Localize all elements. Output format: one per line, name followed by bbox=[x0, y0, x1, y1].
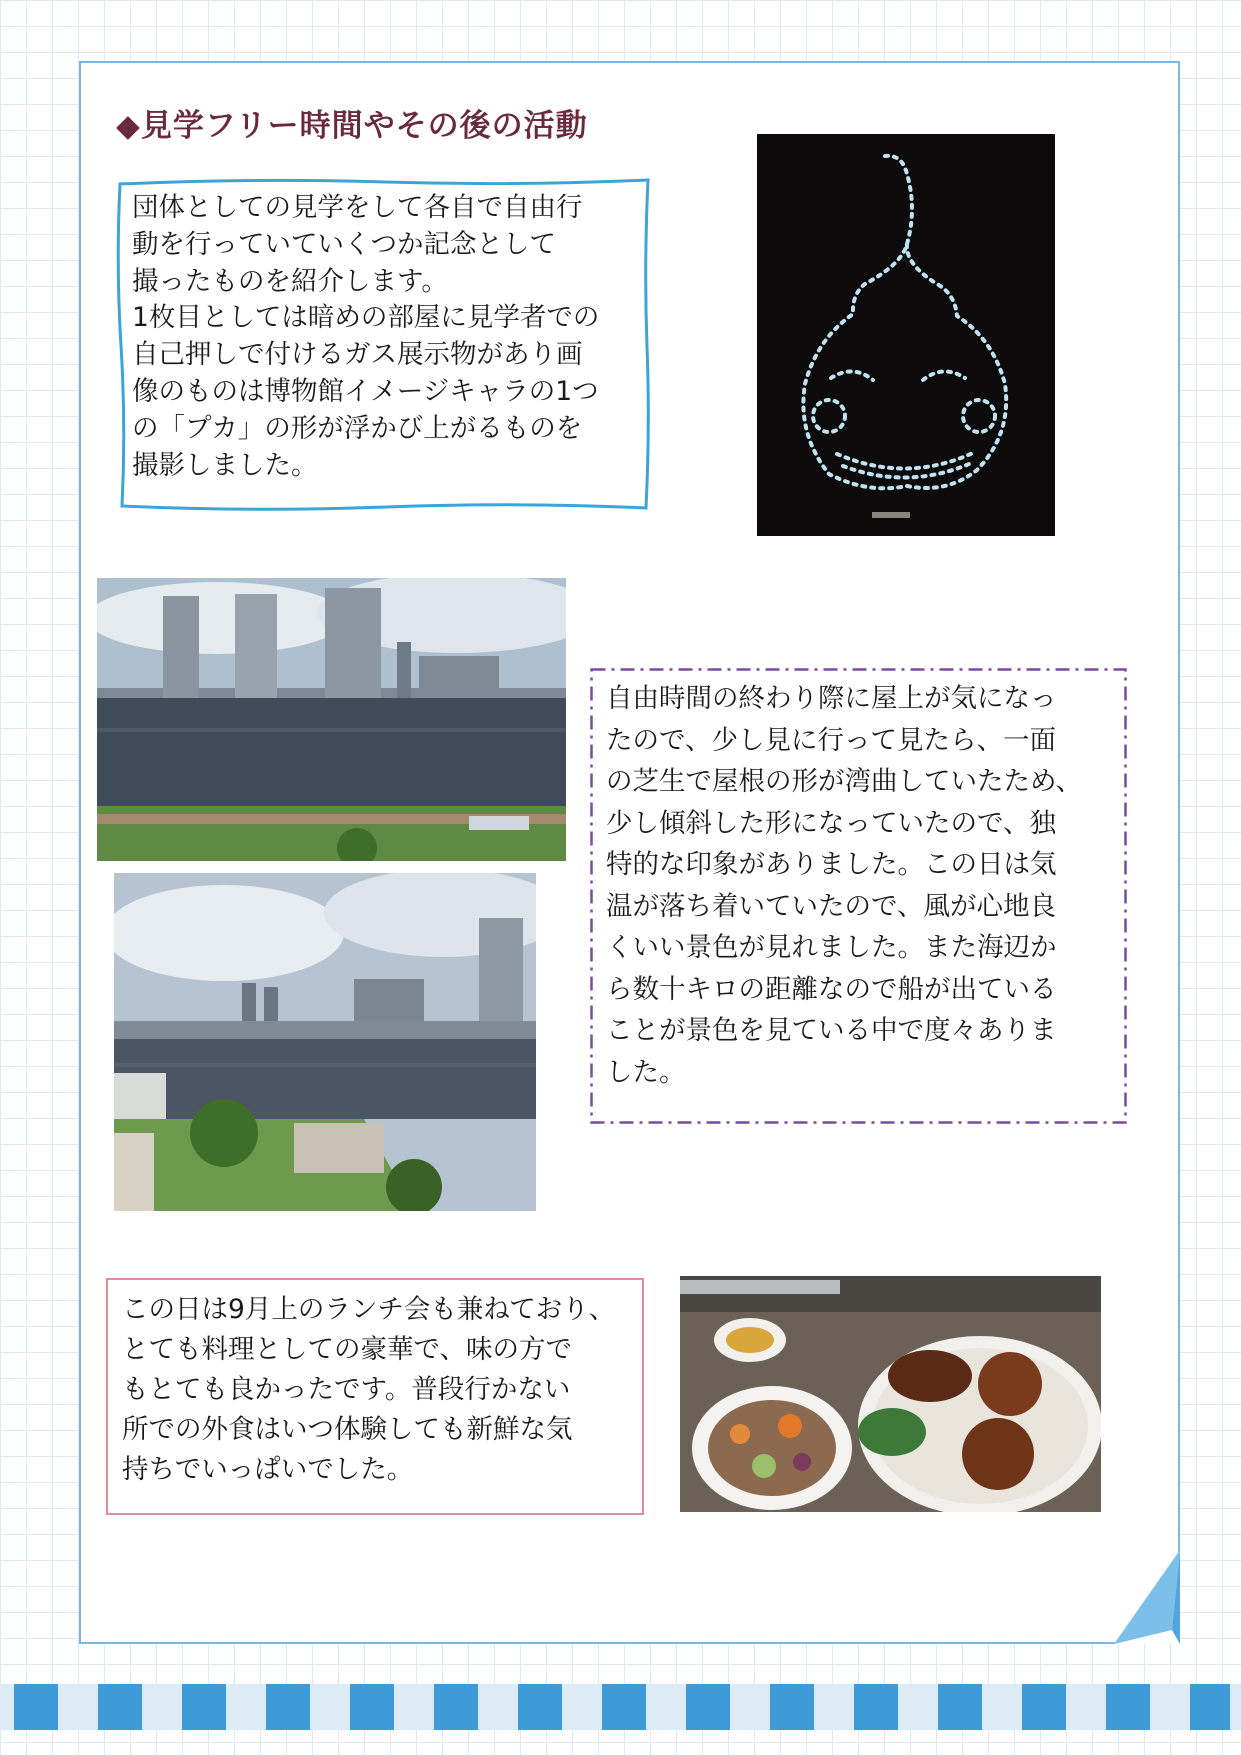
photo-river-skyline-2 bbox=[114, 873, 536, 1211]
stripe-square bbox=[350, 1684, 394, 1730]
rooftop-line: 特的な印象がありました。この日は気 bbox=[606, 849, 1057, 880]
rooftop-textbox bbox=[590, 668, 1127, 1124]
intro-line: 自己押しで付けるガス展示物があり画 bbox=[132, 339, 583, 371]
lunch-textbox bbox=[106, 1278, 644, 1515]
stripe-square bbox=[98, 1684, 142, 1730]
intro-line: 1枚目としては暗めの部屋に見学者での bbox=[132, 302, 600, 334]
rooftop-line: の芝生で屋根の形が湾曲していたため、 bbox=[606, 766, 1082, 797]
stripe-square bbox=[1022, 1684, 1066, 1730]
stripe-square bbox=[686, 1684, 730, 1730]
photo-lunch bbox=[680, 1276, 1101, 1512]
stripe-square bbox=[518, 1684, 562, 1730]
rooftop-line: ら数十キロの距離なので船が出ている bbox=[606, 973, 1057, 1005]
rooftop-line: 自由時間の終わり際に屋上が気になっ bbox=[606, 683, 1057, 714]
photo-river-skyline-1 bbox=[97, 578, 566, 861]
rooftop-line: たので、少し見に行って見たら、一面 bbox=[606, 724, 1056, 756]
intro-line: 撮影しました。 bbox=[132, 449, 318, 481]
stripe-square bbox=[854, 1684, 898, 1730]
bottom-stripe-border bbox=[0, 1684, 1241, 1730]
photo-puka-character bbox=[757, 134, 1055, 536]
rooftop-line: 温が落ち着いていたので、風が心地良 bbox=[606, 890, 1056, 922]
section-heading: ◆見学フリー時間やその後の活動 bbox=[116, 108, 588, 144]
lunch-line: とても料理としての豪華で、味の方で bbox=[122, 1334, 572, 1365]
lunch-line: 持ちでいっぱいでした。 bbox=[122, 1454, 414, 1485]
stripe-square bbox=[770, 1684, 814, 1730]
intro-line: の「プカ」の形が浮かび上がるものを bbox=[132, 412, 583, 444]
rooftop-line: した。 bbox=[606, 1056, 686, 1088]
rooftop-line: ことが景色を見ている中で度々ありま bbox=[606, 1015, 1057, 1046]
lunch-line: 所での外食はいつ体験しても新鮮な気 bbox=[122, 1414, 573, 1445]
folded-corner-icon bbox=[1114, 1550, 1180, 1644]
stripe-square bbox=[1106, 1684, 1150, 1730]
intro-line: 像のものは博物館イメージキャラの1つ bbox=[132, 375, 599, 407]
stripe-square bbox=[938, 1684, 982, 1730]
rooftop-line: くいい景色が見れました。また海辺か bbox=[606, 932, 1057, 963]
stripe-square bbox=[14, 1684, 58, 1730]
stripe-square bbox=[1190, 1684, 1230, 1730]
lunch-line: この日は9月上のランチ会も兼ねており、 bbox=[122, 1294, 616, 1325]
stripe-square bbox=[602, 1684, 646, 1730]
rooftop-line: 少し傾斜した形になっていたので、独 bbox=[606, 807, 1056, 839]
intro-line: 動を行っていていくつか記念として bbox=[132, 228, 556, 260]
stripe-square bbox=[434, 1684, 478, 1730]
stripe-square bbox=[266, 1684, 310, 1730]
lunch-line: もとても良かったです。普段行かない bbox=[122, 1374, 571, 1405]
stripe-square bbox=[182, 1684, 226, 1730]
intro-line: 撮ったものを紹介します。 bbox=[132, 265, 448, 297]
intro-textbox bbox=[116, 176, 651, 514]
intro-line: 団体としての見学をして各自で自由行 bbox=[132, 192, 583, 223]
